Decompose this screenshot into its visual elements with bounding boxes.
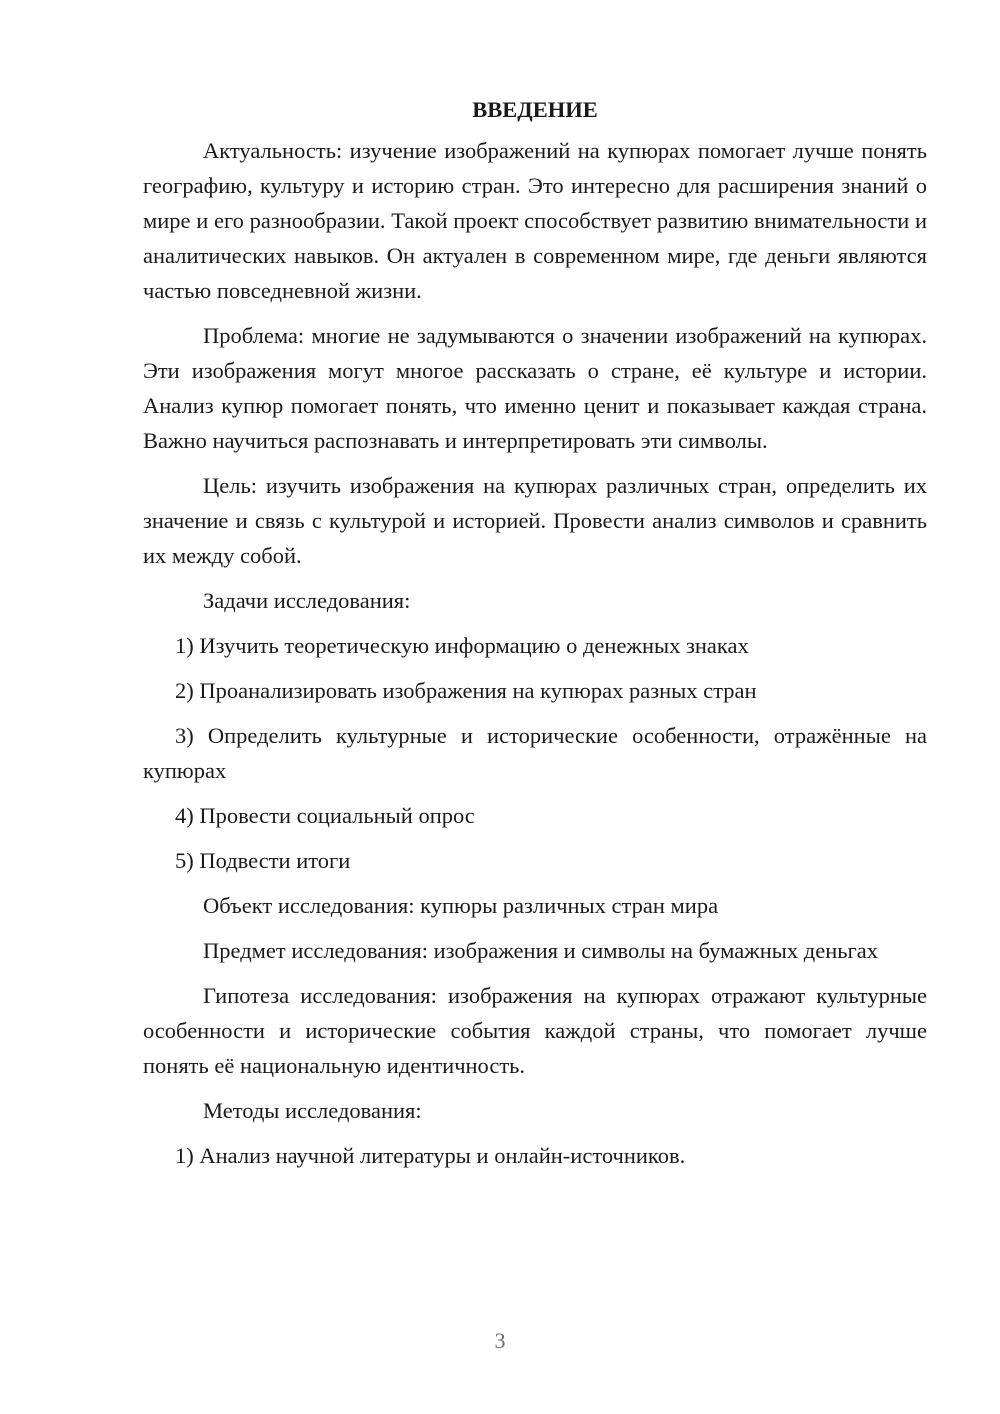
- page-title: ВВЕДЕНИЕ: [472, 97, 598, 122]
- goal-paragraph: Цель: изучить изображения на купюрах различных стран, определить их значение и связь с культурой и историей. Провести анализ символов и сравнить их между собой.: [143, 473, 927, 568]
- object-paragraph: Объект исследования: купюры различных стран мира: [203, 893, 719, 918]
- page-number: 3: [494, 1328, 506, 1353]
- methods-heading: Методы исследования:: [203, 1098, 422, 1123]
- problem-paragraph: Проблема: многие не задумываются о значении изображений на купюрах. Эти изображения могут многое рассказать о стране, её культуре и истории. Анализ купюр помогает понять, что именно ценит и показывает каждая страна. Важно научиться распознавать и интерпретировать эти символы.: [143, 323, 927, 453]
- task-item-4: 4) Провести социальный опрос: [175, 803, 475, 828]
- task-item-2: 2) Проанализировать изображения на купюрах разных стран: [175, 678, 757, 703]
- hypothesis-paragraph: Гипотеза исследования: изображения на купюрах отражают культурные особенности и исторические события каждой страны, что помогает лучше понять её национальную идентичность.: [143, 983, 927, 1078]
- document-page: [143, 92, 927, 1183]
- task-item-5: 5) Подвести итоги: [175, 848, 351, 873]
- tasks-heading: Задачи исследования:: [203, 588, 411, 613]
- relevance-paragraph: Актуальность: изучение изображений на купюрах помогает лучше понять географию, культуру и историю стран. Это интересно для расширения знаний о мире и его разнообразии. Такой проект способствует развитию внимательности и аналитических навыков. Он актуален в современном мире, где деньги являются частью повседневной жизни.: [143, 138, 927, 303]
- task-item-1: 1) Изучить теоретическую информацию о денежных знаках: [175, 633, 749, 658]
- subject-paragraph: Предмет исследования: изображения и символы на бумажных деньгах: [203, 938, 878, 963]
- task-item-3: 3) Определить культурные и исторические особенности, отражённые на купюрах: [143, 723, 927, 783]
- method-item-1: 1) Анализ научной литературы и онлайн-источников.: [175, 1143, 686, 1168]
